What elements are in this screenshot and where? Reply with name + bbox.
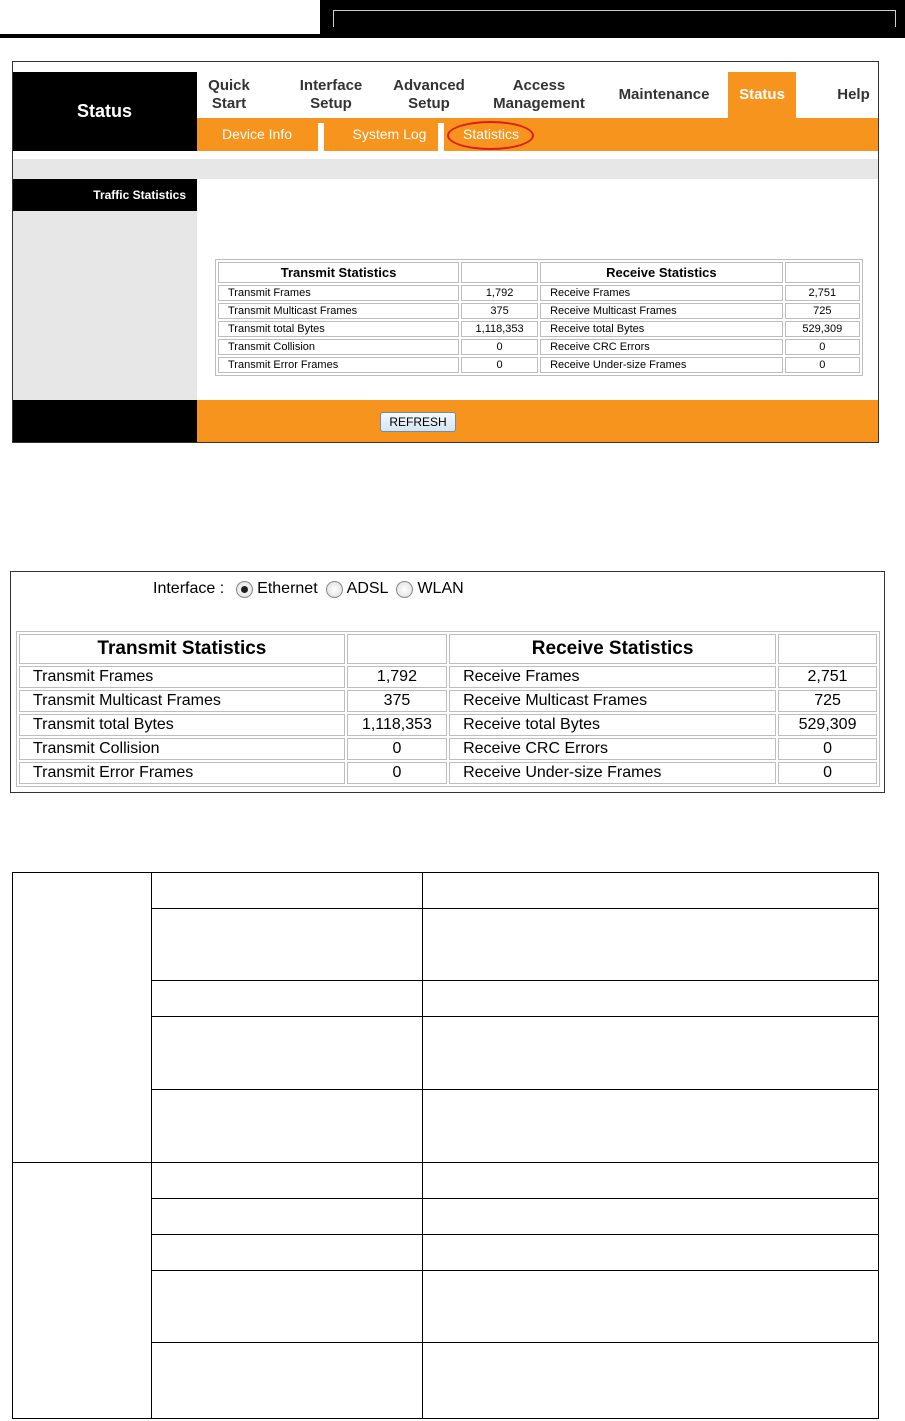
nav-help[interactable]: Help	[837, 86, 870, 103]
table-row	[19, 666, 877, 688]
table-row	[19, 762, 877, 784]
table-row	[19, 690, 877, 712]
receive-label: Receive Under-size Frames	[449, 762, 776, 784]
receive-value: 0	[778, 762, 877, 784]
statistics-zoomed-screenshot	[10, 571, 885, 793]
document-header-rule	[0, 34, 905, 38]
group-cell	[13, 873, 152, 1163]
subnav-device-info[interactable]: Device Info	[221, 126, 293, 142]
receive-value: 529,309	[778, 714, 877, 736]
nav-interface-setup[interactable]: Interface Setup	[299, 77, 363, 112]
receive-value: 0	[785, 357, 860, 373]
logo-title: Status	[77, 101, 133, 121]
transmit-label: Transmit Frames	[218, 285, 459, 301]
receive-label: Receive Under-size Frames	[540, 357, 783, 373]
receive-value: 2,751	[785, 285, 860, 301]
receive-label: Receive total Bytes	[449, 714, 776, 736]
radio-adsl-label: ADSL	[346, 580, 389, 597]
radio-ethernet[interactable]	[236, 581, 253, 598]
receive-value: 725	[778, 690, 877, 712]
transmit-value: 0	[461, 339, 538, 355]
nav-quick-start[interactable]: Quick Start	[208, 77, 250, 112]
nav-access-management[interactable]: Access Management	[493, 77, 585, 112]
document-header-frame	[333, 10, 896, 27]
table-row	[218, 285, 860, 301]
transmit-value: 1,792	[461, 285, 538, 301]
receive-value: 2,751	[778, 666, 877, 688]
nav-advanced-setup[interactable]: Advanced Setup	[393, 77, 465, 112]
receive-value: 0	[778, 738, 877, 760]
group-cell	[13, 1163, 152, 1419]
transmit-value: 0	[347, 738, 447, 760]
receive-label: Receive Multicast Frames	[540, 303, 783, 319]
transmit-value: 1,118,353	[461, 321, 538, 337]
transmit-label: Transmit Collision	[19, 738, 345, 760]
nav-maintenance[interactable]: Maintenance	[618, 86, 710, 103]
table-row	[13, 1163, 879, 1199]
transmit-header: Transmit Statistics	[19, 634, 345, 664]
transmit-label: Transmit Error Frames	[19, 762, 345, 784]
receive-value: 529,309	[785, 321, 860, 337]
interface-label: Interface :	[153, 580, 225, 597]
footer-left	[13, 400, 197, 443]
transmit-label: Transmit Frames	[19, 666, 345, 688]
router-status-screenshot	[12, 61, 879, 443]
content-header-strip	[13, 159, 879, 179]
transmit-label: Transmit Error Frames	[218, 357, 459, 373]
transmit-value: 0	[461, 357, 538, 373]
subnav-divider	[318, 123, 324, 151]
nav-status[interactable]: Status	[728, 72, 796, 118]
receive-label: Receive Frames	[540, 285, 783, 301]
receive-label: Receive Multicast Frames	[449, 690, 776, 712]
statistics-panel	[197, 179, 879, 400]
transmit-label: Transmit Collision	[218, 339, 459, 355]
table-row	[218, 339, 860, 355]
receive-label: Receive CRC Errors	[449, 738, 776, 760]
sidebar	[13, 179, 197, 400]
refresh-button[interactable]: REFRESH	[380, 412, 456, 432]
receive-label: Receive Frames	[449, 666, 776, 688]
subnav-divider	[438, 123, 444, 151]
description-table	[12, 872, 879, 1419]
footer-bar	[197, 400, 879, 443]
transmit-label: Transmit total Bytes	[218, 321, 459, 337]
transmit-value: 1,792	[347, 666, 447, 688]
receive-value: 0	[785, 339, 860, 355]
table-row	[19, 714, 877, 736]
table-row	[218, 303, 860, 319]
radio-ethernet-label: Ethernet	[257, 580, 318, 597]
interface-selector	[153, 580, 464, 598]
transmit-header: Transmit Statistics	[218, 262, 459, 283]
sub-nav	[197, 118, 879, 151]
receive-value: 725	[785, 303, 860, 319]
transmit-value: 1,118,353	[347, 714, 447, 736]
sidebar-heading: Traffic Statistics	[13, 179, 197, 211]
transmit-value: 375	[347, 690, 447, 712]
receive-label: Receive CRC Errors	[540, 339, 783, 355]
table-header-row	[218, 262, 860, 283]
receive-header: Receive Statistics	[540, 262, 783, 283]
radio-wlan-label: WLAN	[417, 580, 464, 597]
highlight-circle	[447, 121, 534, 150]
transmit-label: Transmit total Bytes	[19, 714, 345, 736]
receive-header: Receive Statistics	[449, 634, 776, 664]
table-row	[13, 873, 879, 909]
subnav-system-log[interactable]: System Log	[352, 126, 427, 142]
radio-adsl[interactable]	[326, 581, 343, 598]
receive-label: Receive total Bytes	[540, 321, 783, 337]
table-row	[218, 321, 860, 337]
subnav-statistics[interactable]: Statistics	[462, 126, 519, 142]
transmit-value: 375	[461, 303, 538, 319]
transmit-value: 0	[347, 762, 447, 784]
table-row	[19, 738, 877, 760]
transmit-label: Transmit Multicast Frames	[19, 690, 345, 712]
table-header-row	[19, 634, 877, 664]
traffic-statistics-table	[215, 259, 863, 376]
radio-wlan[interactable]	[396, 581, 413, 598]
traffic-statistics-table	[16, 631, 880, 787]
transmit-label: Transmit Multicast Frames	[218, 303, 459, 319]
table-row	[218, 357, 860, 373]
main-nav	[197, 72, 879, 118]
